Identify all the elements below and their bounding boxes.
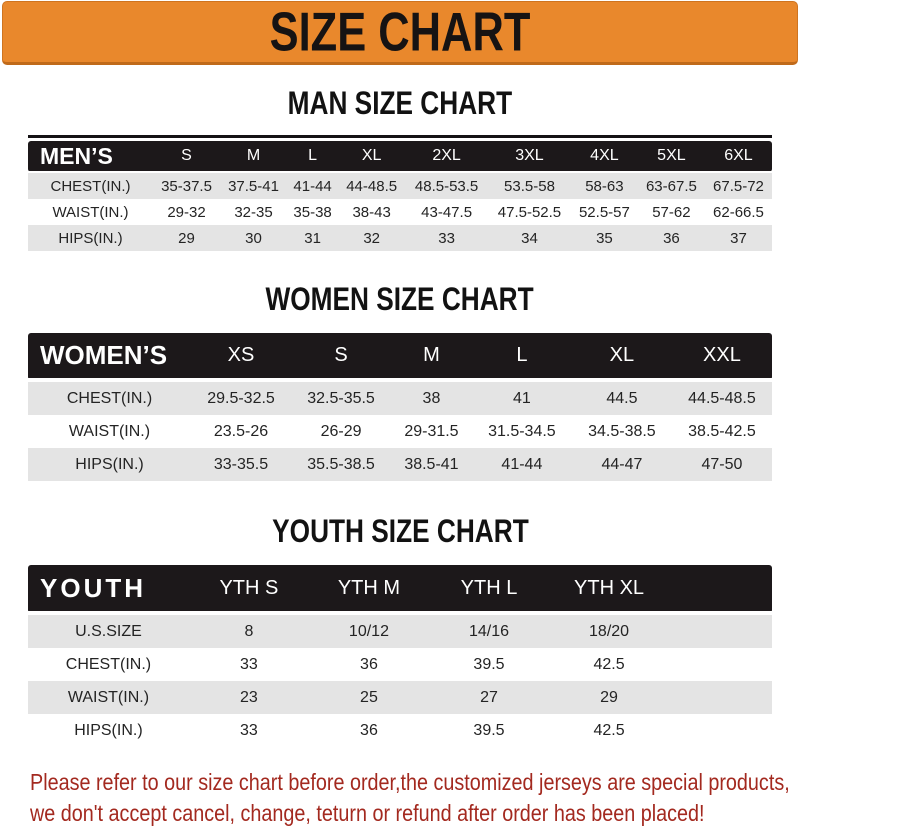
size-column-header: L — [287, 141, 338, 172]
disclaimer-note — [30, 767, 790, 829]
size-value: 47-50 — [672, 448, 772, 481]
size-column-header: XL — [338, 141, 405, 172]
size-column-header: YTH L — [429, 565, 549, 613]
size-value: 25 — [309, 681, 429, 714]
youth-size-table-container — [28, 565, 772, 747]
row-filler-cell — [669, 648, 772, 681]
size-value: 38-43 — [352, 203, 391, 221]
size-value: 63-67.5 — [638, 172, 705, 199]
size-value: 67.5-72 — [705, 172, 772, 199]
size-value: 38.5-41 — [391, 448, 472, 481]
table-row — [28, 172, 772, 199]
size-value: 34 — [488, 225, 571, 251]
table-group-label: YOUTH — [28, 565, 189, 613]
disclaimer-line-2: we don't accept cancel, change, teturn or refund after order has been placed! — [30, 800, 705, 827]
header-filler-cell — [669, 565, 772, 613]
header-row — [28, 565, 772, 613]
size-value: 42.5 — [593, 655, 625, 673]
size-column-header: XXL — [672, 333, 772, 380]
row-filler-cell — [669, 681, 772, 714]
size-column-header: 5XL — [638, 141, 705, 172]
size-value: 44.5 — [572, 380, 672, 415]
row-filler-cell — [669, 613, 772, 648]
size-value: 29-32 — [167, 203, 206, 221]
banner-title: SIZE CHART — [269, 1, 531, 63]
size-value: 37.5-41 — [220, 172, 287, 199]
size-value: 44-48.5 — [338, 172, 405, 199]
size-column-header: L — [472, 333, 572, 380]
size-value: 58-63 — [571, 172, 638, 199]
row-label: CHEST(IN.) — [28, 380, 191, 415]
section-heading-youth-text: YOUTH SIZE CHART — [271, 513, 529, 549]
row-label: CHEST(IN.) — [28, 172, 153, 199]
size-value: 37 — [705, 225, 772, 251]
table-row — [28, 415, 772, 448]
size-value: 52.5-57 — [578, 203, 630, 221]
row-label: HIPS(IN.) — [28, 225, 153, 251]
size-value: 35-38 — [293, 203, 332, 221]
table-group-label: WOMEN’S — [28, 333, 191, 380]
size-value: 39.5 — [473, 721, 505, 739]
size-column-header: S — [291, 333, 391, 380]
size-value: 29-31.5 — [404, 422, 459, 440]
section-heading-women — [0, 283, 800, 315]
size-value: 30 — [220, 225, 287, 251]
size-value: 31.5-34.5 — [488, 422, 556, 440]
men-size-table-container — [28, 135, 772, 251]
size-value: 41-44 — [287, 172, 338, 199]
table-row — [28, 448, 772, 481]
table-row — [28, 714, 772, 747]
row-label: HIPS(IN.) — [74, 721, 143, 739]
size-column-header: M — [220, 141, 287, 172]
header-row — [28, 141, 772, 172]
size-column-header: YTH M — [309, 565, 429, 613]
size-value: 27 — [429, 681, 549, 714]
size-value: 29 — [153, 225, 220, 251]
table-row — [28, 380, 772, 415]
size-value: 57-62 — [652, 203, 691, 221]
size-value: 35 — [571, 225, 638, 251]
size-value: 41 — [472, 380, 572, 415]
men-table-top-rule — [28, 135, 772, 138]
row-label: WAIST(IN.) — [68, 422, 151, 440]
size-table — [28, 333, 772, 481]
header-row — [28, 333, 772, 380]
table-row — [28, 681, 772, 714]
section-heading-man — [0, 87, 800, 119]
size-value: 33-35.5 — [191, 448, 291, 481]
size-value: 35.5-38.5 — [291, 448, 391, 481]
row-label: WAIST(IN.) — [52, 203, 129, 221]
size-value: 29 — [549, 681, 669, 714]
size-table — [28, 141, 772, 251]
size-value: 26-29 — [320, 422, 362, 440]
banner — [2, 1, 798, 65]
size-value: 18/20 — [549, 613, 669, 648]
size-value: 34.5-38.5 — [588, 422, 656, 440]
size-value: 38 — [391, 380, 472, 415]
size-value: 47.5-52.5 — [497, 203, 562, 221]
table-row — [28, 613, 772, 648]
size-value: 23.5-26 — [213, 422, 269, 440]
size-value: 32 — [338, 225, 405, 251]
row-label: CHEST(IN.) — [65, 655, 152, 673]
size-value: 32-35 — [234, 203, 273, 221]
section-heading-man-text: MAN SIZE CHART — [287, 85, 513, 121]
table-row — [28, 199, 772, 225]
size-value: 31 — [287, 225, 338, 251]
size-column-header: 2XL — [405, 141, 488, 172]
size-column-header: 4XL — [571, 141, 638, 172]
size-value: 43-47.5 — [421, 203, 473, 221]
row-label: U.S.SIZE — [28, 613, 189, 648]
size-value: 8 — [189, 613, 309, 648]
row-filler-cell — [669, 714, 772, 747]
size-value: 32.5-35.5 — [291, 380, 391, 415]
size-value: 10/12 — [309, 613, 429, 648]
size-value: 29.5-32.5 — [191, 380, 291, 415]
size-column-header: 3XL — [488, 141, 571, 172]
youth-size-table — [28, 565, 772, 747]
men-size-table — [28, 141, 772, 251]
size-value: 41-44 — [472, 448, 572, 481]
section-heading-women-text: WOMEN SIZE CHART — [265, 281, 535, 317]
size-value: 36 — [638, 225, 705, 251]
size-value: 33 — [240, 721, 258, 739]
women-size-table-container — [28, 333, 772, 481]
size-value: 44.5-48.5 — [672, 380, 772, 415]
size-column-header: YTH S — [189, 565, 309, 613]
section-heading-youth — [0, 515, 800, 547]
size-column-header: YTH XL — [549, 565, 669, 613]
size-value: 42.5 — [593, 721, 625, 739]
size-value: 14/16 — [429, 613, 549, 648]
table-row — [28, 648, 772, 681]
size-column-header: XS — [191, 333, 291, 380]
size-value: 36 — [360, 655, 378, 673]
size-column-header: 6XL — [705, 141, 772, 172]
size-column-header: M — [391, 333, 472, 380]
size-column-header: XL — [572, 333, 672, 380]
size-column-header: S — [153, 141, 220, 172]
row-label: HIPS(IN.) — [28, 448, 191, 481]
size-value: 33 — [240, 655, 258, 673]
table-row — [28, 225, 772, 251]
size-value: 39.5 — [473, 655, 505, 673]
table-group-label: MEN’S — [28, 141, 153, 172]
size-value: 36 — [360, 721, 378, 739]
size-value: 62-66.5 — [713, 203, 764, 221]
size-value: 48.5-53.5 — [405, 172, 488, 199]
size-table — [28, 565, 772, 747]
size-value: 35-37.5 — [153, 172, 220, 199]
size-value: 33 — [405, 225, 488, 251]
disclaimer-line-1: Please refer to our size chart before order,the customized jerseys are special products, — [30, 769, 790, 795]
women-size-table — [28, 333, 772, 481]
row-label: WAIST(IN.) — [28, 681, 189, 714]
size-value: 44-47 — [572, 448, 672, 481]
size-value: 23 — [189, 681, 309, 714]
size-chart-page — [0, 1, 800, 827]
size-value: 53.5-58 — [488, 172, 571, 199]
size-value: 38.5-42.5 — [688, 422, 756, 440]
